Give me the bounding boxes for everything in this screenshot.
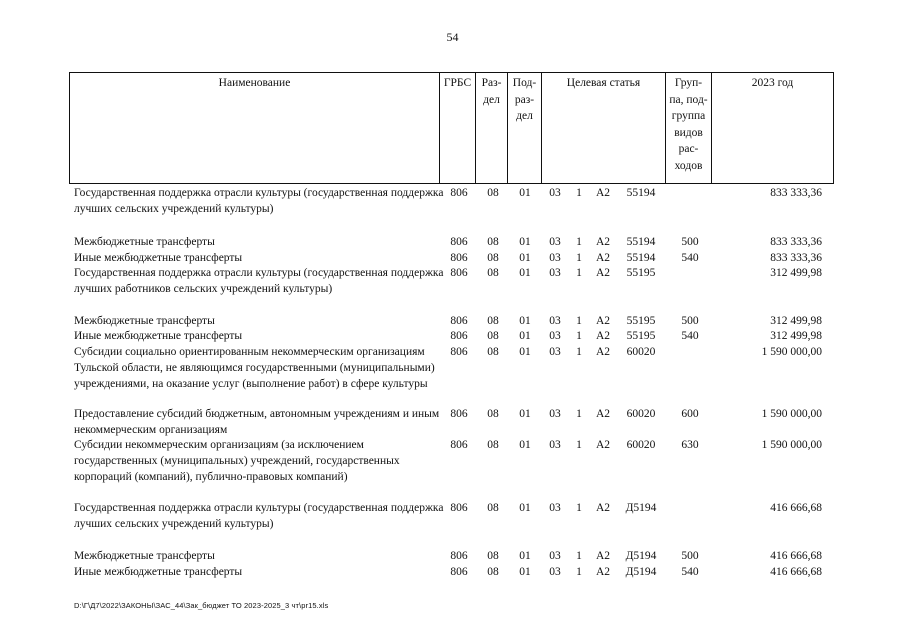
file-path-footer: D:\Г\Д7\2022\ЗАКОНЫ\ЗАС_44\Зак_бюджет ТО 2023-2025_3 чт\pr15.xls [74,601,329,610]
row-podrazdel: 01 [519,267,531,279]
row-razdel: 08 [487,346,499,358]
row-cs2: 1 [576,408,582,420]
row-sum: 1 590 000,00 [761,346,822,358]
row-vr: 630 [681,439,699,451]
row-name: Межбюджетные трансферты [74,315,215,327]
row-name: Иные межбюджетные трансферты [74,566,243,578]
row-cs2: 1 [576,566,582,578]
row-cs4: 55195 [626,315,656,327]
row-grbs: 806 [450,408,468,420]
row-cs1: 03 [549,566,561,578]
row-cs3: А2 [595,330,611,342]
row-vr: 540 [681,566,699,578]
row-grbs: 806 [450,330,468,342]
row-cs1: 03 [549,267,561,279]
row-name: Предоставление субсидий бюджетным, автономным учреждениям и иным некоммерческим организациям [74,408,440,436]
row-cs3: А2 [595,439,611,451]
row-cs3: А2 [595,187,611,199]
row-cs3: А2 [595,550,611,562]
row-grbs: 806 [450,550,468,562]
row-cs3: А2 [595,267,611,279]
row-name: Государственная поддержка отрасли культуры (государственная поддержка лучших сельских учреждений культуры) [74,187,444,215]
row-cs1: 03 [549,408,561,420]
row-podrazdel: 01 [519,502,531,514]
row-grbs: 806 [450,267,468,279]
row-sum: 312 499,98 [770,330,822,342]
row-cs1: 03 [549,346,561,358]
row-name: Субсидии некоммерческим организациям (за исключением государственных (муниципальных) учреждений, государственных корпораций (компаний), публично-правовых компаний) [74,439,400,483]
row-cs4: Д5194 [625,550,657,562]
row-podrazdel: 01 [519,346,531,358]
row-cs4: Д5194 [625,566,657,578]
row-cs1: 03 [549,550,561,562]
row-podrazdel: 01 [519,439,531,451]
row-name: Иные межбюджетные трансферты [74,252,243,264]
row-podrazdel: 01 [519,408,531,420]
header-grbs: ГРБС [440,73,476,183]
row-cs4: 60020 [626,346,656,358]
row-razdel: 08 [487,502,499,514]
header-year: 2023 год [751,77,794,89]
row-cs1: 03 [549,252,561,264]
row-name: Межбюджетные трансферты [74,236,215,248]
row-razdel: 08 [487,408,499,420]
row-cs1: 03 [549,330,561,342]
row-cs3: А2 [595,252,611,264]
row-cs2: 1 [576,346,582,358]
row-vr: 500 [681,236,699,248]
row-cs3: А2 [595,502,611,514]
row-cs4: 55194 [626,252,656,264]
row-name: Государственная поддержка отрасли культуры (государственная поддержка лучших сельских учреждений культуры) [74,502,444,530]
row-sum: 833 333,36 [770,187,822,199]
row-vr: 600 [681,408,699,420]
row-podrazdel: 01 [519,566,531,578]
row-cs2: 1 [576,236,582,248]
row-razdel: 08 [487,236,499,248]
row-razdel: 08 [487,330,499,342]
row-razdel: 08 [487,252,499,264]
row-cs2: 1 [576,550,582,562]
row-razdel: 08 [487,550,499,562]
header-name: Наименование [70,73,440,183]
row-razdel: 08 [487,315,499,327]
row-name: Иные межбюджетные трансферты [74,330,243,342]
row-cs2: 1 [576,439,582,451]
row-podrazdel: 01 [519,330,531,342]
row-cs2: 1 [576,330,582,342]
row-cs3: А2 [595,236,611,248]
row-cs1: 03 [549,236,561,248]
row-cs3: А2 [595,408,611,420]
row-sum: 833 333,36 [770,236,822,248]
row-podrazdel: 01 [519,315,531,327]
row-sum: 1 590 000,00 [761,408,822,420]
row-cs2: 1 [576,252,582,264]
row-grbs: 806 [450,439,468,451]
row-cs2: 1 [576,267,582,279]
row-sum: 416 666,68 [770,550,822,562]
row-vr: 500 [681,550,699,562]
row-razdel: 08 [487,439,499,451]
row-podrazdel: 01 [519,187,531,199]
row-cs2: 1 [576,187,582,199]
row-cs2: 1 [576,502,582,514]
row-razdel: 08 [487,566,499,578]
row-grbs: 806 [450,502,468,514]
row-grbs: 806 [450,566,468,578]
header-podrazdel: Под- раз- дел [508,73,542,183]
row-cs4: 55195 [626,330,656,342]
row-grbs: 806 [450,315,468,327]
row-podrazdel: 01 [519,236,531,248]
row-cs2: 1 [576,315,582,327]
row-cs4: 60020 [626,439,656,451]
header-expense-group: Груп- па, под- группа видов рас- ходов [666,73,712,183]
header-target-article: Целевая статья [542,73,666,183]
row-name: Межбюджетные трансферты [74,550,215,562]
row-cs4: 55194 [626,187,656,199]
row-cs4: Д5194 [625,502,657,514]
table-header [69,72,834,184]
row-cs3: А2 [595,346,611,358]
row-vr: 540 [681,252,699,264]
row-cs1: 03 [549,439,561,451]
row-cs1: 03 [549,502,561,514]
row-podrazdel: 01 [519,550,531,562]
row-sum: 312 499,98 [770,267,822,279]
row-grbs: 806 [450,346,468,358]
row-sum: 416 666,68 [770,502,822,514]
row-vr: 540 [681,330,699,342]
row-cs3: А2 [595,566,611,578]
row-razdel: 08 [487,267,499,279]
row-sum: 1 590 000,00 [761,439,822,451]
row-grbs: 806 [450,252,468,264]
row-cs4: 55195 [626,267,656,279]
row-name: Государственная поддержка отрасли культуры (государственная поддержка лучших работников сельских учреждений культуры) [74,267,444,295]
row-grbs: 806 [450,236,468,248]
row-cs1: 03 [549,315,561,327]
page-number: 54 [446,30,459,44]
row-cs3: А2 [595,315,611,327]
row-name: Субсидии социально ориентированным некоммерческим организациям Тульской области, не являющимся государственными (муниципальными) учреждениями, на оказание услуг (выполнение работ) в сфере культуры [74,346,435,390]
row-razdel: 08 [487,187,499,199]
row-vr: 500 [681,315,699,327]
row-sum: 312 499,98 [770,315,822,327]
row-cs4: 55194 [626,236,656,248]
row-podrazdel: 01 [519,252,531,264]
row-cs1: 03 [549,187,561,199]
row-sum: 833 333,36 [770,252,822,264]
row-cs4: 60020 [626,408,656,420]
header-razdel: Раз- дел [476,73,508,183]
row-grbs: 806 [450,187,468,199]
row-sum: 416 666,68 [770,566,822,578]
